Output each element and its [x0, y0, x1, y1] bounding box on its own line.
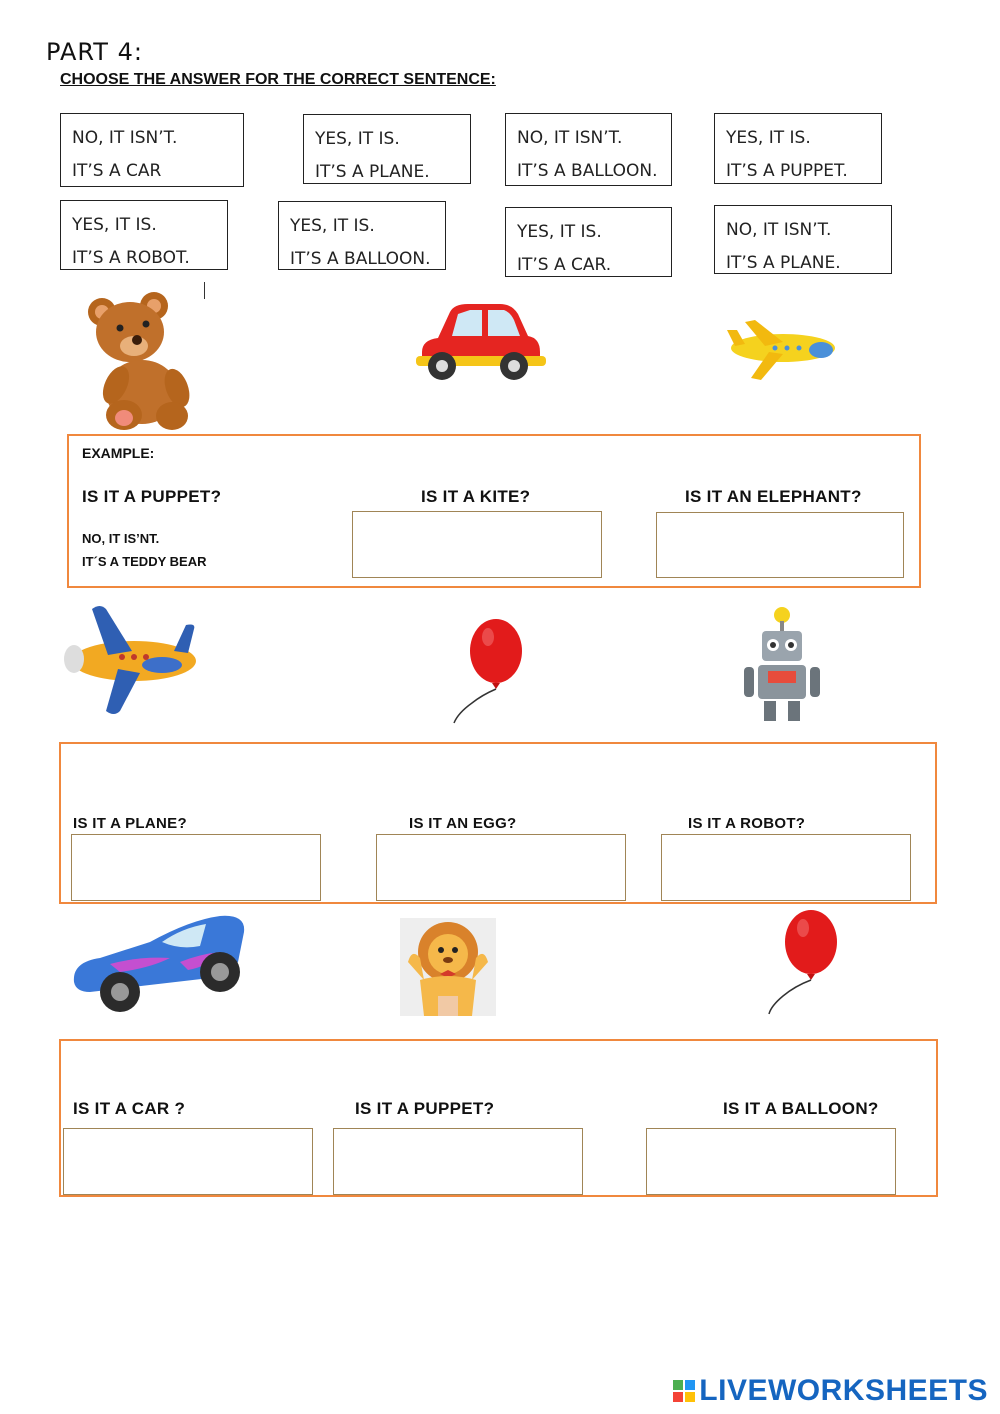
lion-puppet-icon [400, 918, 496, 1016]
text-cursor [204, 282, 205, 299]
answer-line: NO, IT ISN’T. [517, 128, 623, 148]
balloon-icon [452, 615, 527, 725]
question-plane: IS IT A PLANE? [73, 815, 187, 832]
question-kite: IS IT A KITE? [421, 487, 531, 506]
answer-input-egg[interactable] [376, 834, 626, 901]
answer-line: NO, IT ISN’T. [726, 220, 832, 240]
brand-text: LIVEWORKSHEETS [699, 1374, 988, 1407]
answer-line: YES, IT IS. [290, 216, 375, 236]
balloon-icon [765, 908, 840, 1018]
answer-line: IT’S A BALLOON. [290, 249, 431, 269]
example-answer-line: IT´S A TEDDY BEAR [82, 554, 207, 569]
answer-line: YES, IT IS. [726, 128, 811, 148]
answer-input-elephant[interactable] [656, 512, 904, 578]
toy-plane-icon [62, 603, 202, 718]
question-puppet: IS IT A PUPPET? [82, 487, 222, 506]
toy-plane-icon [725, 318, 840, 383]
question-balloon: IS IT A BALLOON? [723, 1099, 879, 1118]
question-elephant: IS IT AN ELEPHANT? [685, 487, 862, 506]
brand-grid-icon [673, 1380, 695, 1402]
answer-input-balloon[interactable] [646, 1128, 896, 1195]
answer-option [60, 113, 244, 187]
robot-icon [742, 605, 822, 723]
teddy-bear-icon [82, 290, 197, 435]
example-label: EXAMPLE: [82, 445, 155, 461]
liveworksheets-logo[interactable] [673, 1374, 988, 1408]
answer-option [714, 205, 892, 274]
answer-line: YES, IT IS. [517, 222, 602, 242]
answer-line: IT’S A ROBOT. [72, 248, 190, 268]
answer-option [303, 114, 471, 184]
example-answer-line: NO, IT IS’NT. [82, 531, 160, 546]
instruction-text: CHOOSE THE ANSWER FOR THE CORRECT SENTENCE: [60, 71, 496, 88]
answer-line: IT’S A BALLOON. [517, 161, 658, 181]
answer-line: YES, IT IS. [315, 129, 400, 149]
answer-input-puppet[interactable] [333, 1128, 583, 1195]
answer-option [505, 207, 672, 277]
question-car: IS IT A CAR ? [73, 1099, 186, 1118]
answer-option [278, 201, 446, 270]
example-answer [82, 527, 206, 573]
answer-input-kite[interactable] [352, 511, 602, 578]
answer-line: NO, IT ISN’T. [72, 128, 178, 148]
answer-input-car[interactable] [63, 1128, 313, 1195]
answer-option [505, 113, 672, 186]
race-car-icon [70, 912, 248, 1014]
question-robot: IS IT A ROBOT? [688, 815, 806, 832]
answer-line: IT’S A PLANE. [315, 162, 430, 182]
question-puppet: IS IT A PUPPET? [355, 1099, 495, 1118]
answer-line: IT’S A CAR [72, 161, 162, 181]
answer-option [714, 113, 882, 184]
answer-line: IT’S A PUPPET. [726, 161, 848, 181]
question-egg: IS IT AN EGG? [409, 815, 517, 832]
answer-line: IT’S A PLANE. [726, 253, 841, 273]
answer-option [60, 200, 228, 270]
answer-line: IT’S A CAR. [517, 255, 612, 275]
answer-input-plane[interactable] [71, 834, 321, 901]
answer-line: YES, IT IS. [72, 215, 157, 235]
toy-car-icon [412, 300, 547, 385]
answer-input-robot[interactable] [661, 834, 911, 901]
page-title: PART 4: [46, 38, 143, 66]
